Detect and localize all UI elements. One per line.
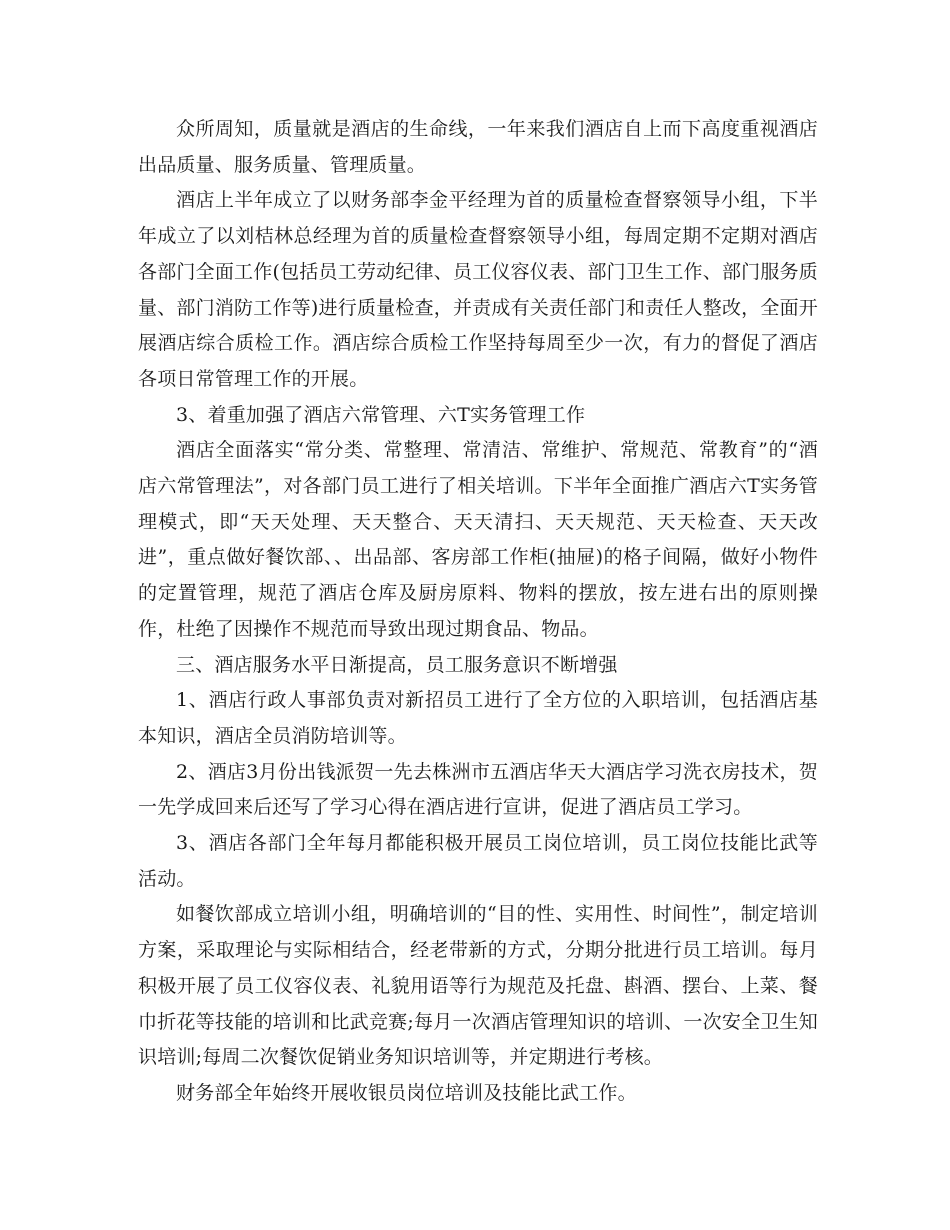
paragraph: 酒店全面落实“常分类、常整理、常清洁、常维护、常规范、常教育”的“酒店六常管理法”，对各部门员工进行了相关培训。下半年全面推广酒店六T实务管理模式，即“天天处理、天天整合、天天清扫、天天规范、天天检查、天天改进”，重点做好餐饮部、、出品部、客房部工作柜(抽屉)的格子间隔，做好小物件的定置管理，规范了酒店仓库及厨房原料、物料的摆放，按左进右出的原则操作，杜绝了因操作不规范而导致出现过期食品、物品。 <box>138 439 818 640</box>
section-heading: 三、酒店服务水平日渐提高，员工服务意识不断增强 <box>176 653 618 676</box>
paragraph: 财务部全年始终开展收银员岗位培训及技能比武工作。 <box>176 1081 637 1104</box>
list-item: 3、酒店各部门全年每月都能积极开展员工岗位培训，员工岗位技能比武等活动。 <box>138 832 818 890</box>
list-item: 2、酒店3月份出钱派贺一先去株洲市五酒店华天大酒店学习洗衣房技术，贺一先学成回来后还写了学习心得在酒店进行宣讲，促进了酒店员工学习。 <box>138 760 818 819</box>
paragraph: 众所周知，质量就是酒店的生命线，一年来我们酒店自上而下高度重视酒店出品质量、服务质量、管理质量。 <box>138 118 818 176</box>
list-item: 1、酒店行政人事部负责对新招员工进行了全方位的入职培训，包括酒店基本知识，酒店全员消防培训等。 <box>138 689 818 747</box>
paragraph: 酒店上半年成立了以财务部李金平经理为首的质量检查督察领导小组，下半年成立了以刘桔林总经理为首的质量检查督察领导小组，每周定期不定期对酒店各部门全面工作(包括员工劳动纪律、员工仪容仪表、部门卫生工作、部门服务质量、部门消防工作等)进行质量检查，并责成有关责任部门和责任人整改，全面开展酒店综合质检工作。酒店综合质检工作坚持每周至少一次，有力的督促了酒店各项日常管理工作的开展。 <box>138 189 818 390</box>
section-heading: 3、着重加强了酒店六常管理、六T实务管理工作 <box>176 403 586 426</box>
paragraph: 如餐饮部成立培训小组，明确培训的“目的性、实用性、时间性”，制定培训方案，采取理论与实际相结合，经老带新的方式，分期分批进行员工培训。每月积极开展了员工仪容仪表、礼貌用语等行为规范及托盘、斟酒、摆台、上菜、餐巾折花等技能的培训和比武竞赛;每月一次酒店管理知识的培训、一次安全卫生知识培训;每周二次餐饮促销业务知识培训等，并定期进行考核。 <box>138 903 818 1069</box>
document-body <box>138 112 818 1112</box>
